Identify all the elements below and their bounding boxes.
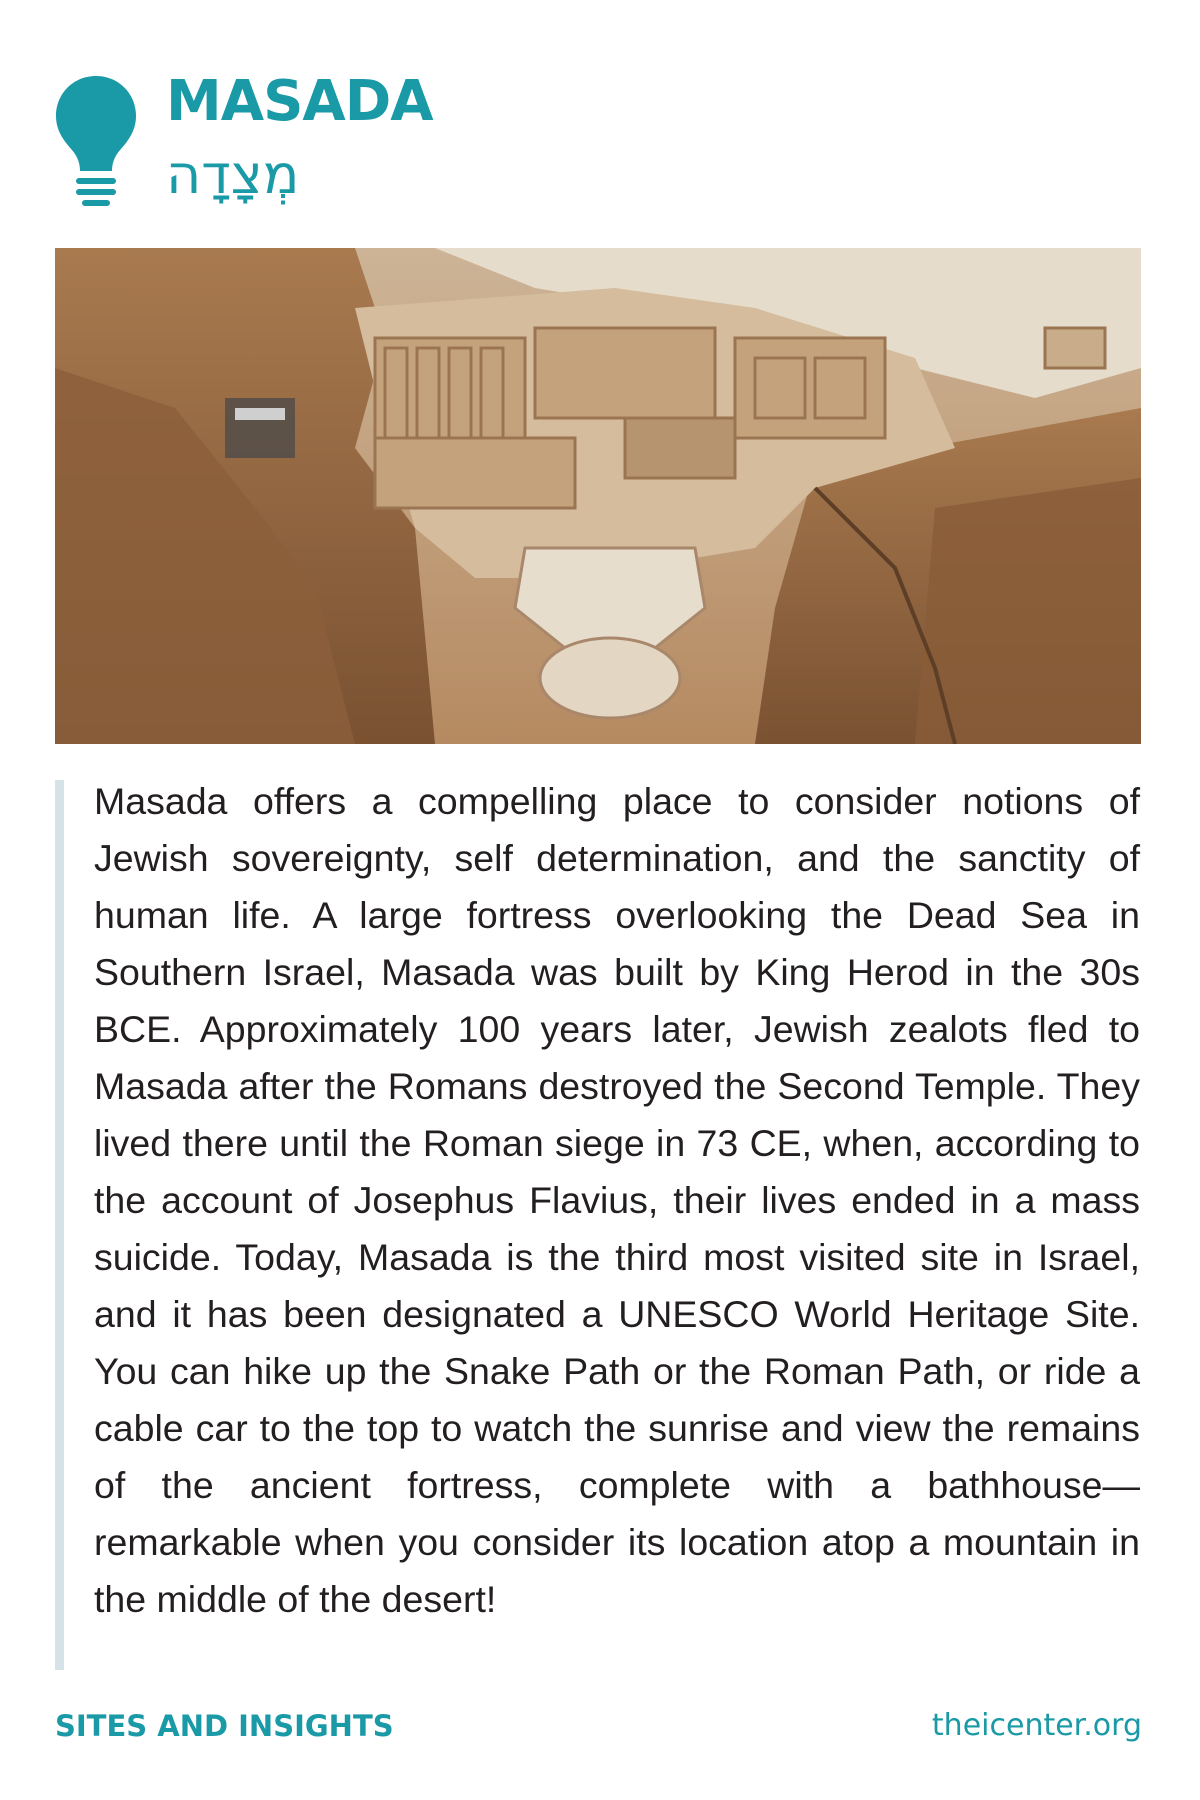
body-paragraph: Masada offers a compelling place to consider notions of Jewish sovereignty, self determination, and the sanctity of human life. A large fortress overlooking the Dead Sea in Southern Israel, Masada was built by King Herod in the 30s BCE. Approximately 100 years later, Jewish zealots fled to Masada after the Romans destroyed the Second Temple. They lived there until the Roman siege in 73 CE, when, according to the account of Josephus Flavius, their lives ended in a mass suicide. Today, Masada is the third most visited site in Israel, and it has been designated a UNESCO World Heritage Site. You can hike up the Snake Path or the Roman Path, or ride a cable car to the top to watch the sunrise and view the remains of the ancient fortress, complete with a bathhouse—remarkable when you consider its location atop a mountain in the middle of the desert! [94, 780, 1140, 1620]
page-title: MASADA [166, 69, 433, 134]
aerial-photo-masada [55, 248, 1141, 744]
footer-section-label: SITES AND INSIGHTS [55, 1709, 394, 1743]
quote-bar [55, 780, 64, 1670]
footer-website-link[interactable]: theicenter.org [931, 1708, 1142, 1743]
page-title-hebrew: מְצָדָה [166, 143, 300, 206]
lightbulb-icon [54, 74, 138, 208]
header [54, 66, 1146, 216]
